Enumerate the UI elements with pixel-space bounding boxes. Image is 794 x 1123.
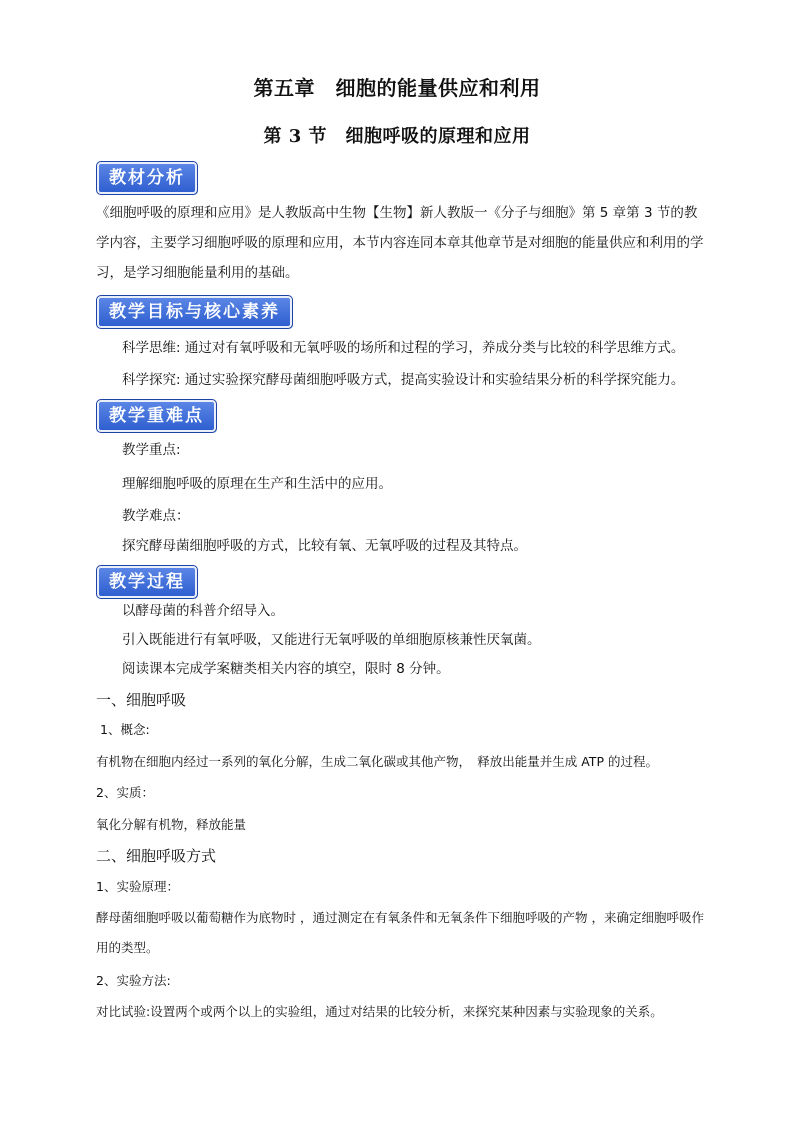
tag-textbook-analysis: 教材分析 [97,162,197,194]
difficulty-text: 探究酵母菌细胞呼吸的方式，比较有氧、无氧呼吸的过程及其特点。 [122,538,527,554]
method-text: 对比试验:设置两个或两个以上的实验组，通过对结果的比较分析，来探究某种因素与实验现象的关系。 [96,1004,663,1019]
process-intro-3: 阅读课本完成学案糖类相关内容的填空，限时 8 分钟。 [122,661,450,677]
process-intro-1: 以酵母菌的科普介绍导入。 [122,603,284,619]
tag-key-points: 教学重难点 [97,400,216,432]
principle-text: 酵母菌细胞呼吸以葡萄糖作为底物时 ，通过测定在有氧条件和无氧条件下细胞呼吸的产物 ，来确定细胞呼吸作用的类型。 [96,910,704,955]
objective-item-inquiry: 科学探究: 通过实验探究酵母菌细胞呼吸方式，提高实验设计和实验结果分析的科学探究能力。 [122,372,685,388]
textbook-analysis-text: 《细胞呼吸的原理和应用》是人教版高中生物【生物】新人教版一《分子与细胞》第 5 章第 3 节的教学内容，主要学习细胞呼吸的原理和应用，本节内容连同本章其他章节是对细胞的能量供应和利用的学习，是学习细胞能量利用的基础。 [96,205,704,281]
concept-text: 有机物在细胞内经过一系列的氧化分解，生成二氧化碳或其他产物， 释放出能量并生成 ATP 的过程。 [96,754,658,769]
essence-text: 氧化分解有机物，释放能量 [96,817,247,832]
method-label: 2、实验方法: [96,973,171,988]
tag-process: 教学过程 [97,566,197,598]
focus-text: 理解细胞呼吸的原理在生产和生活中的应用。 [122,476,392,492]
concept-label: 1、概念: [100,722,150,737]
part1-heading: 一、细胞呼吸 [96,691,187,709]
process-intro-2: 引入既能进行有氧呼吸，又能进行无氧呼吸的单细胞原核兼性厌氧菌。 [122,632,541,648]
chapter-title: 第五章 细胞的能量供应和利用 [253,76,541,100]
essence-label: 2、实质： [96,785,154,800]
section-title: 第 3 节 细胞呼吸的原理和应用 [263,126,531,147]
tag-objectives: 教学目标与核心素养 [97,296,292,328]
focus-label: 教学重点: [122,442,181,458]
principle-label: 1、实验原理： [96,879,179,894]
difficulty-label: 教学难点： [122,508,190,524]
part2-heading: 二、细胞呼吸方式 [96,847,217,865]
objective-item-thinking: 科学思维: 通过对有氧呼吸和无氧呼吸的场所和过程的学习，养成分类与比较的科学思维方式。 [122,340,685,356]
